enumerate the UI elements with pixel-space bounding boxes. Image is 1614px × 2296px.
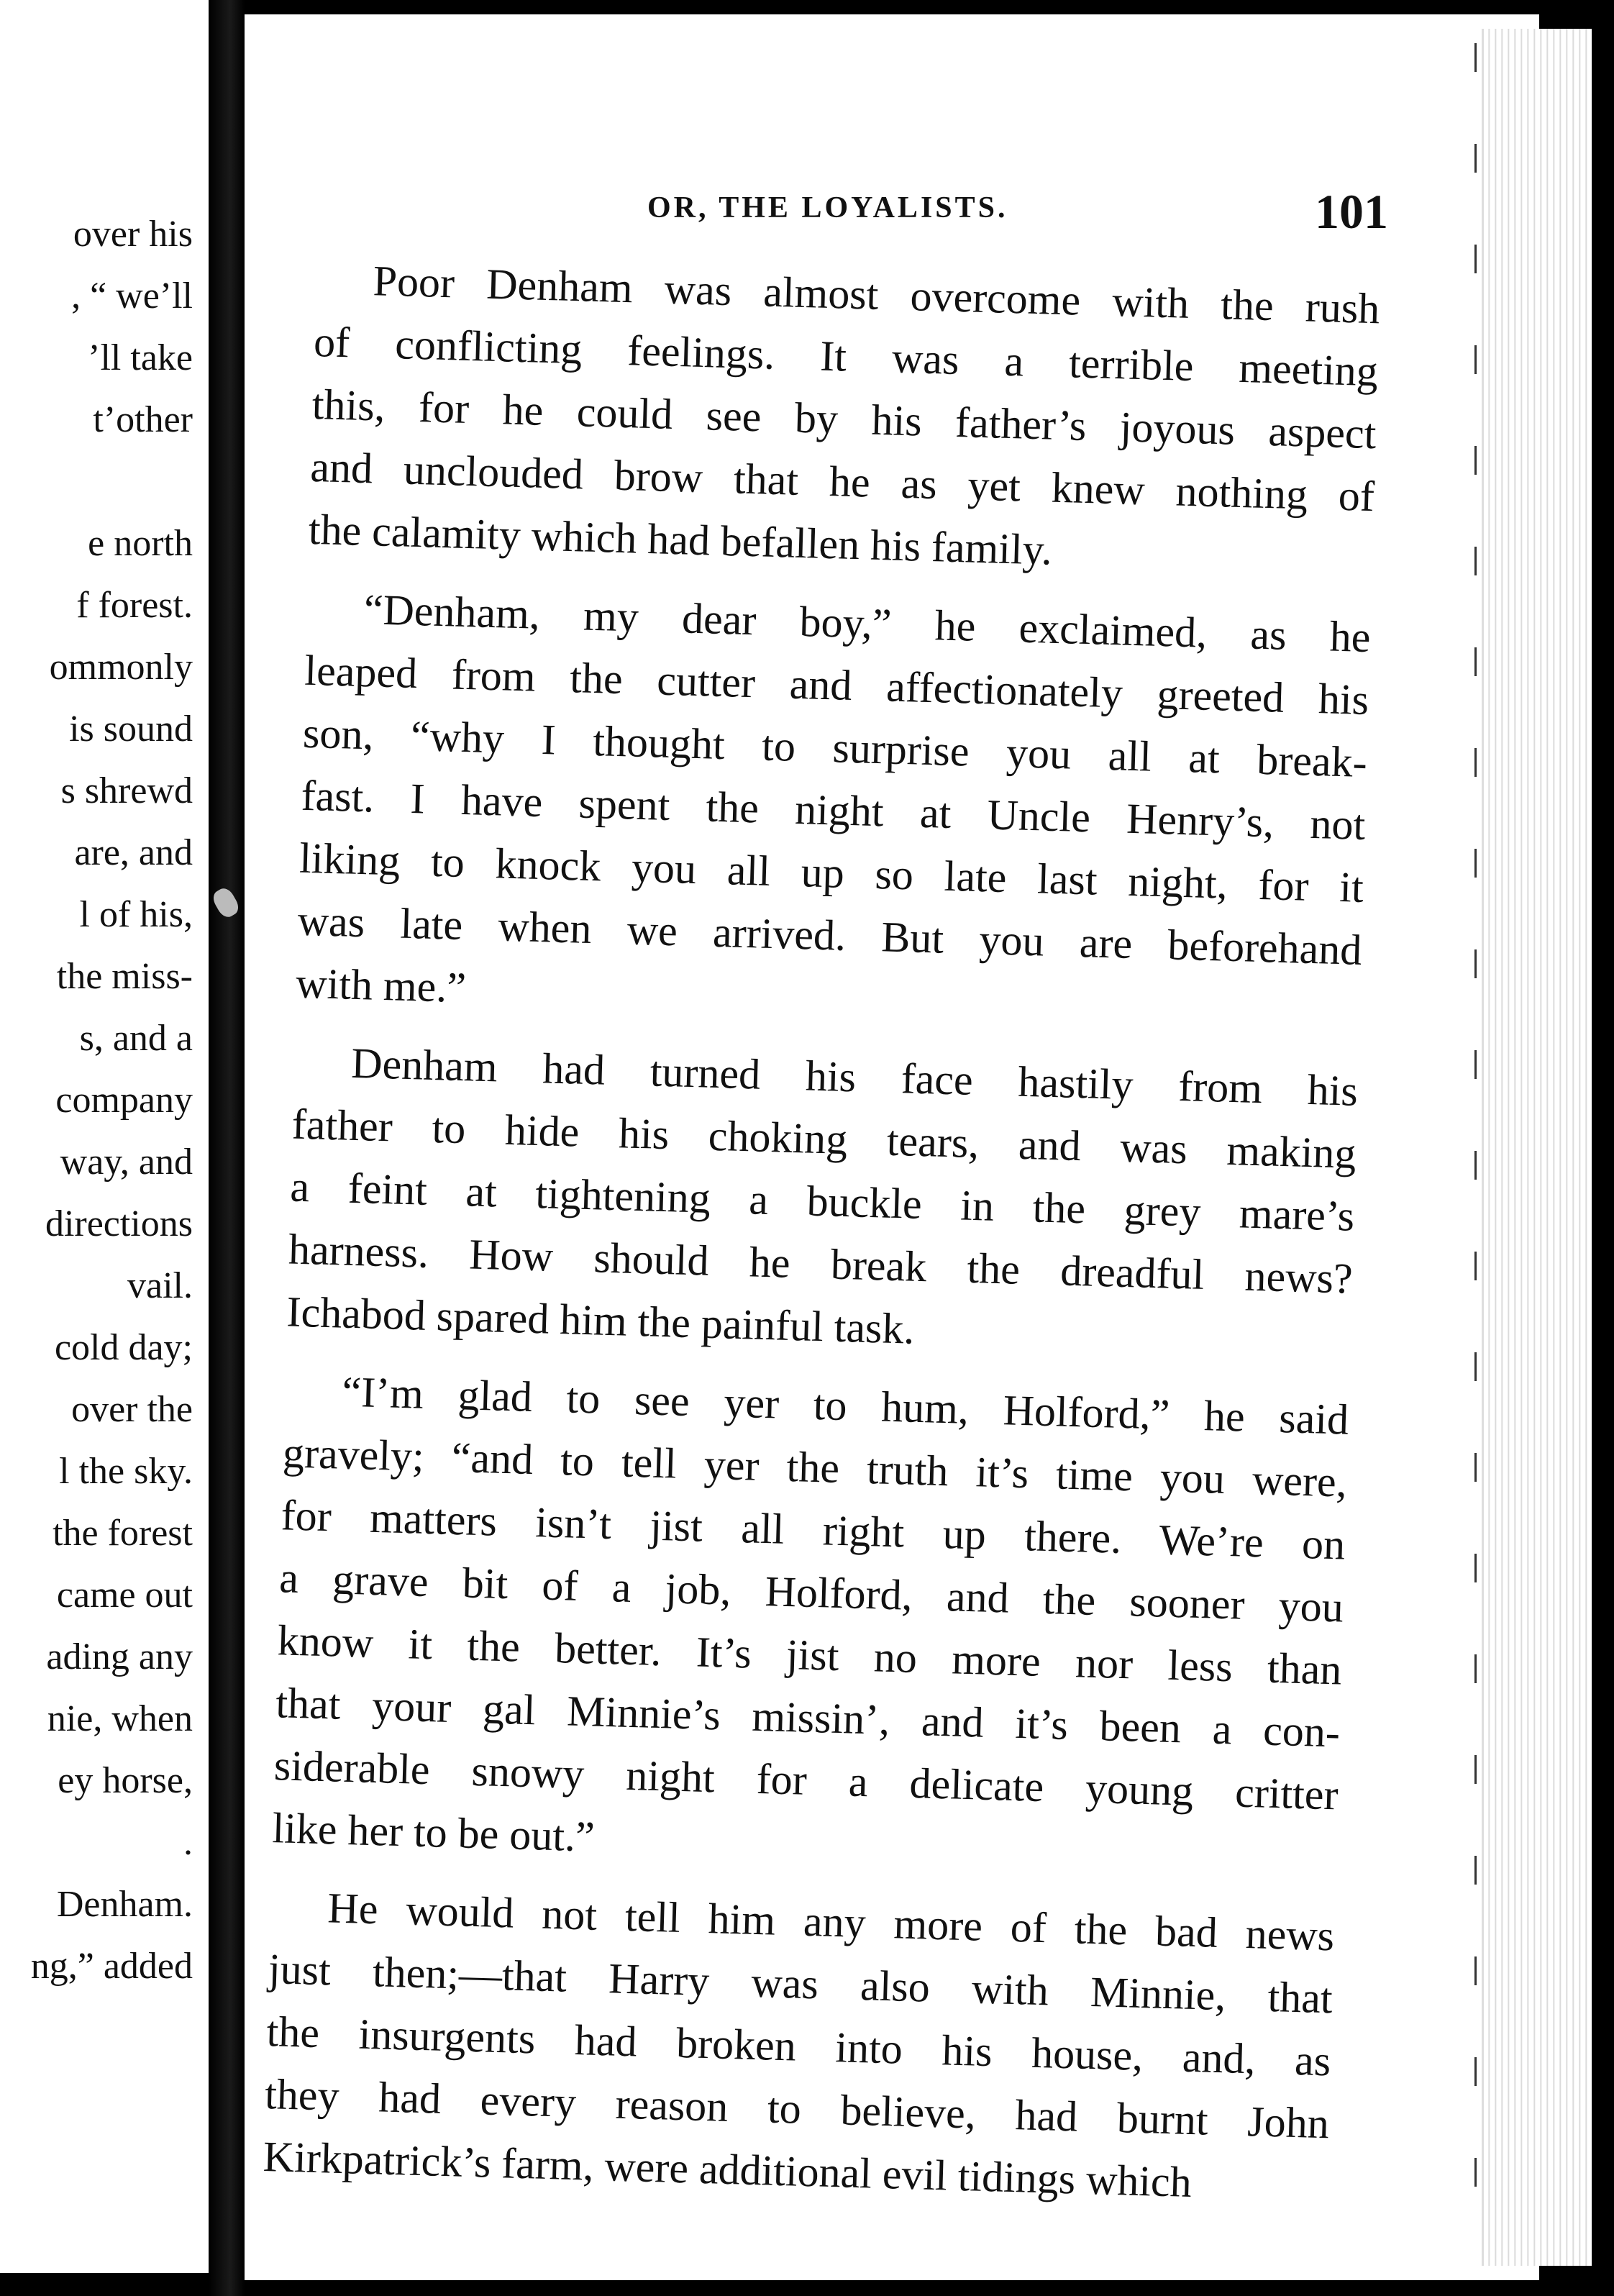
- text-line: leaped from the cutter and affectionately greeted his: [304, 646, 1369, 724]
- text-line: they had every reason to believe, had burnt John: [264, 2070, 1330, 2148]
- page-edges: [1482, 29, 1592, 2266]
- left-page-line: ey horse,: [58, 1760, 193, 1801]
- text-line: “Denham, my dear boy,” he exclaimed, as he: [363, 586, 1372, 662]
- left-page-line: t’other: [93, 399, 193, 440]
- page-number: 101: [1315, 184, 1388, 239]
- text-line: was late when we arrived. But you are beforehand: [296, 896, 1363, 974]
- left-page-line: ’ll take: [88, 337, 193, 378]
- left-page-line: are, and: [74, 832, 193, 873]
- left-page-line: l of his,: [79, 894, 193, 935]
- text-line: like her to be out.”: [271, 1804, 596, 1861]
- text-line: a feint at tightening a buckle in the grey mare’s: [289, 1162, 1355, 1240]
- text-line: father to hide his choking tears, and was making: [291, 1100, 1357, 1177]
- text-line: “I’m glad to see yer to hum, Holford,” he said: [341, 1367, 1350, 1444]
- text-line: liking to knock you all up so late last night, for it: [298, 834, 1364, 911]
- left-page-line: came out: [56, 1575, 193, 1616]
- text-line: Ichabod spared him the painful task.: [286, 1288, 916, 1353]
- left-page-line: ading any: [46, 1636, 193, 1677]
- left-page-line: over his: [73, 214, 193, 255]
- text-line: Kirkpatrick’s farm, were additional evil tidings which: [262, 2132, 1193, 2207]
- paragraph: [286, 1031, 1359, 1373]
- paragraph: [271, 1359, 1349, 1889]
- body-text: [262, 248, 1380, 2233]
- left-page-line: way, and: [60, 1142, 193, 1183]
- left-page-line: .: [183, 1822, 193, 1863]
- paragraph: [295, 577, 1371, 1044]
- left-page-line: directions: [45, 1203, 193, 1244]
- paragraph: [308, 248, 1381, 591]
- left-page-line: nie, when: [47, 1698, 193, 1739]
- text-line: the calamity which had befallen his family.: [308, 505, 1053, 574]
- running-title: OR, THE LOYALISTS.: [647, 191, 1008, 224]
- page-header: [403, 183, 1395, 241]
- book-spine: [209, 0, 245, 2296]
- text-line: He would not tell him any more of the bad news: [327, 1884, 1335, 1960]
- text-line: a grave bit of a job, Holford, and the sooner you: [278, 1554, 1344, 1631]
- text-line: and unclouded brow that he as yet knew nothing of: [309, 442, 1375, 521]
- left-page-line: company: [55, 1080, 193, 1121]
- left-page-line: the forest: [53, 1513, 193, 1554]
- left-page-line: e north: [88, 523, 193, 564]
- left-page-line: Denham.: [56, 1884, 193, 1925]
- left-page-line: the miss-: [56, 956, 193, 997]
- left-page-line: ng,” added: [30, 1946, 193, 1987]
- text-line: with me.”: [295, 959, 467, 1012]
- text-line: siderable snowy night for a delicate young critter: [273, 1741, 1339, 1819]
- left-page-line: cold day;: [54, 1327, 193, 1368]
- left-page: [0, 0, 209, 2273]
- text-line: fast. I have spent the night at Uncle Henry’s, not: [300, 771, 1367, 849]
- left-page-line: ommonly: [49, 647, 193, 688]
- text-line: Poor Denham was almost overcome with the rush: [372, 257, 1381, 333]
- left-page-line: over the: [71, 1389, 193, 1430]
- text-line: just then;—that Harry was also with Minnie, that: [268, 1945, 1333, 2023]
- left-page-line: vail.: [127, 1265, 193, 1306]
- left-page-line: , “ we’ll: [71, 275, 193, 316]
- left-page-line: f forest.: [76, 585, 193, 626]
- text-line: Denham had turned his face hastily from his: [350, 1039, 1359, 1115]
- left-page-line: s shrewd: [60, 770, 193, 811]
- text-line: harness. How should he break the dreadful news?: [288, 1225, 1354, 1303]
- left-page-line: s, and a: [79, 1018, 193, 1059]
- text-line: the insurgents had broken into his house, and, as: [265, 2008, 1332, 2085]
- text-line: gravely; “and to tell yer the truth it’s time you were,: [282, 1429, 1348, 1506]
- text-line: of conflicting feelings. It was a terrible meeting: [313, 317, 1379, 396]
- text-line: that your gal Minnie’s missin’, and it’s been a con-: [275, 1679, 1341, 1757]
- text-line: son, “why I thought to surprise you all at break-: [302, 709, 1368, 787]
- paragraph: [263, 1875, 1336, 2218]
- text-line: this, for he could see by his father’s joyous aspect: [311, 380, 1377, 458]
- text-line: know it the better. It’s jist no more nor less than: [277, 1616, 1343, 1694]
- left-page-line: l the sky.: [59, 1451, 193, 1492]
- page-edge-dashes: [1474, 43, 1477, 2259]
- left-page-line: is sound: [69, 709, 193, 750]
- text-line: for matters isn’t jist all right up there. We’re on: [280, 1491, 1346, 1569]
